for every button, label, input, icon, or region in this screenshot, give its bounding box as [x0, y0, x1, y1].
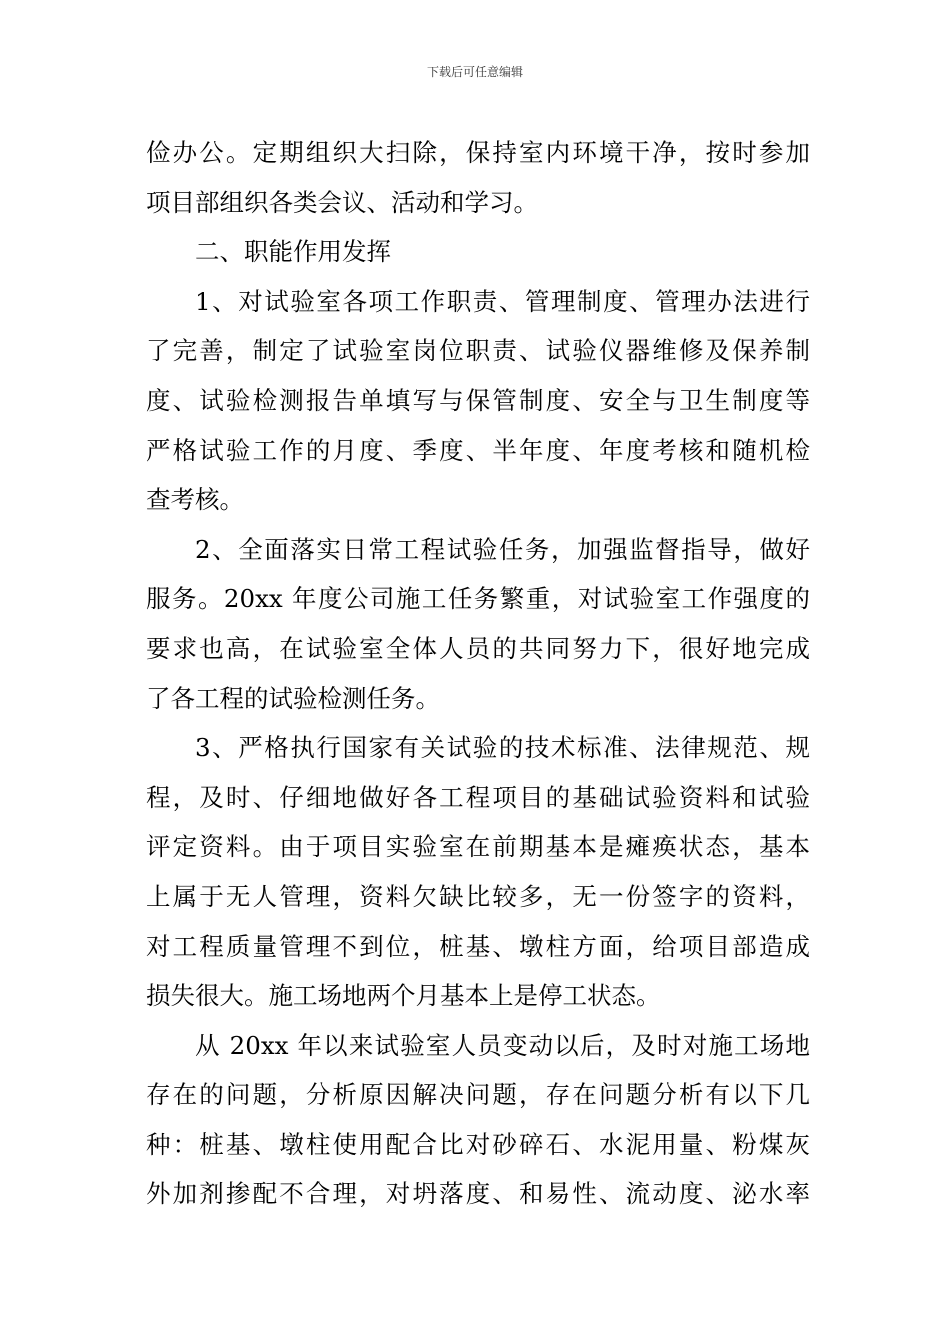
text-line: 项目部组织各类会议、活动和学习。 — [146, 187, 538, 217]
text-line: 种：桩基、墩柱使用配合比对砂碎石、水泥用量、粉煤灰 — [146, 1129, 810, 1159]
text-line: 上属于无人管理，资料欠缺比较多，无一份签字的资料， — [146, 881, 810, 911]
document-body — [146, 128, 810, 1219]
text-line: 查考核。 — [146, 485, 244, 515]
text-line: 损失很大。施工场地两个月基本上是停工状态。 — [146, 981, 661, 1011]
text-line: 了各工程的试验检测任务。 — [146, 683, 440, 713]
text-line: 要求也高，在试验室全体人员的共同努力下，很好地完成 — [146, 633, 810, 663]
text-line: 3、严格执行国家有关试验的技术标准、法律规范、规 — [195, 733, 810, 763]
text-line: 外加剂掺配不合理，对坍落度、和易性、流动度、泌水率 — [146, 1179, 810, 1209]
text-line: 服务。20xx 年度公司施工任务繁重，对试验室工作强度的 — [146, 584, 810, 614]
text-line: 1、对试验室各项工作职责、管理制度、管理办法进行 — [195, 286, 810, 316]
text-line: 度、试验检测报告单填写与保管制度、安全与卫生制度等 — [146, 385, 810, 415]
text-line: 程，及时、仔细地做好各工程项目的基础试验资料和试验 — [146, 782, 810, 812]
section-heading: 二、职能作用发挥 — [195, 237, 391, 267]
text-line: 俭办公。定期组织大扫除，保持室内环境干净，按时参加 — [146, 138, 810, 167]
text-line: 严格试验工作的月度、季度、半年度、年度考核和随机检 — [146, 435, 810, 465]
text-line: 评定资料。由于项目实验室在前期基本是瘫痪状态，基本 — [146, 832, 810, 862]
text-line: 2、全面落实日常工程试验任务，加强监督指导，做好 — [195, 534, 810, 564]
text-line: 从 20xx 年以来试验室人员变动以后，及时对施工场地 — [195, 1030, 810, 1060]
page-header: 下载后可任意编辑 — [426, 65, 523, 79]
text-line: 存在的问题，分析原因解决问题，存在问题分析有以下几 — [146, 1080, 810, 1110]
text-line: 了完善，制定了试验室岗位职责、试验仪器维修及保养制 — [146, 336, 810, 366]
text-line: 对工程质量管理不到位，桩基、墩柱方面，给项目部造成 — [146, 931, 810, 961]
